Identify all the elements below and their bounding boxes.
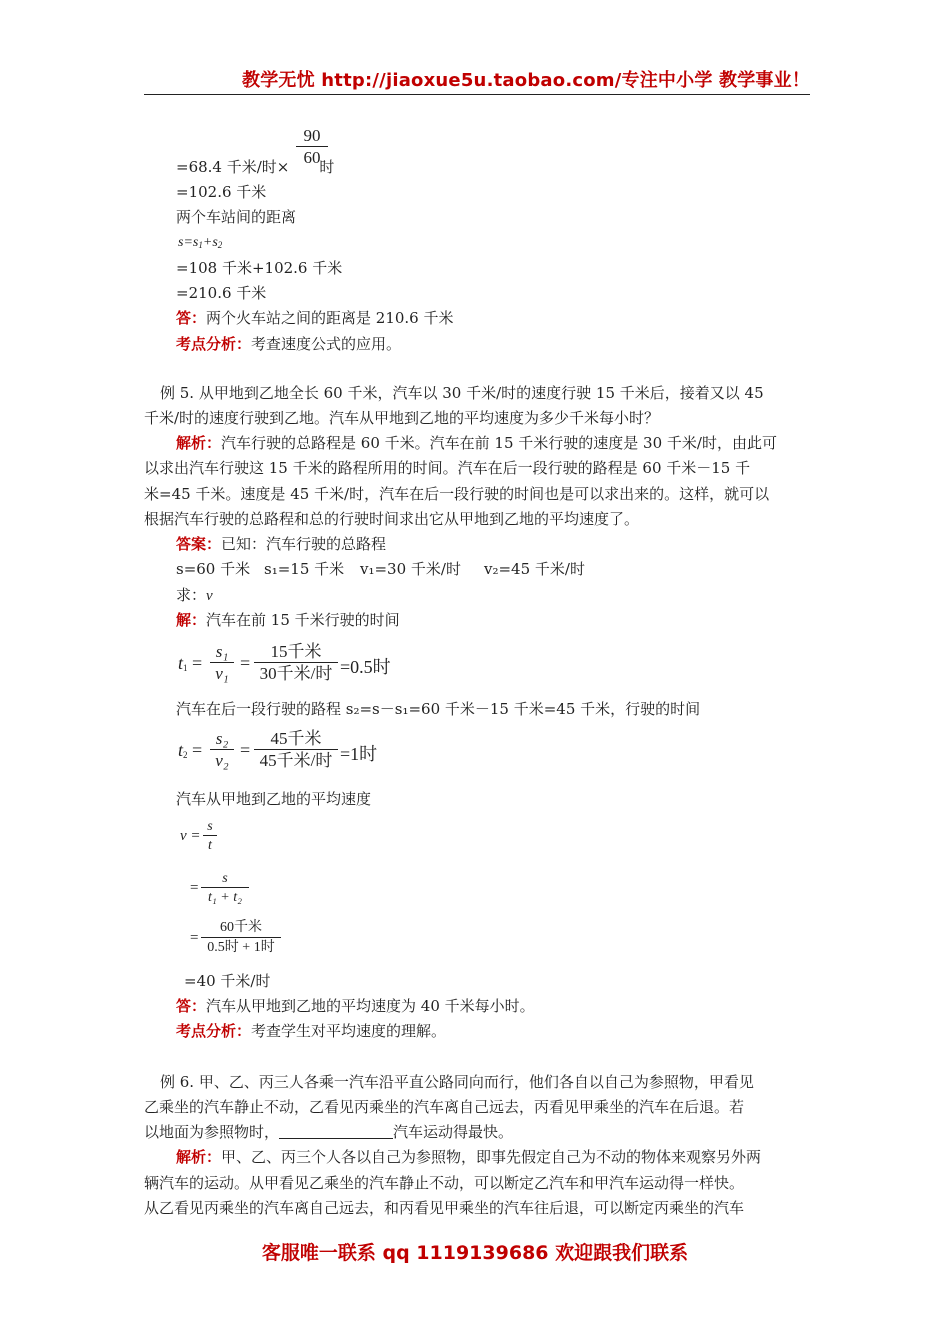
analysis-line: 考点分析：考查速度公式的应用。 [176,335,402,353]
example6-analysis: 从乙看见丙乘坐的汽车离自己远去，和丙看见甲乘坐的汽车往后退，可以断定丙乘坐的汽车 [144,1199,745,1217]
analysis-line: 考点分析：考查学生对平均速度的理解。 [176,1022,447,1040]
fraction-45-45: 45千米 45千米/时 [254,729,338,772]
example5-analysis: 米=45 千米。速度是 45 千米/时，汽车在后一段行驶的时间也是可以求出来的。这样，就可以 [144,485,770,503]
equation-result: =1时 [340,744,378,764]
equals-sign: = [240,740,251,760]
footer-contact: 客服唯一联系 qq 1119139686 欢迎跟我们联系 [261,1242,689,1264]
example5-analysis: 以求出汽车行驶这 15 千米的路程所用的时间。汽车在后一段行驶的路程是 60 千米－15 千 [144,459,751,477]
fraction-s-t: s t [203,818,217,855]
example5-question: 例 5. 从甲地到乙地全长 60 千米，汽车以 30 千米/时的速度行驶 15 千米后，接着又以 45 [160,384,764,402]
fraction-60-total: 60千米 0.5时 + 1时 [201,919,281,957]
frac-numerator: 90 [303,126,321,145]
frac-denominator: 60 [303,148,321,167]
answer-line: 答：两个火车站之间的距离是 210.6 千米 [176,309,454,327]
answer-line: 答：汽车从甲地到乙地的平均速度为 40 千米每小时。 [176,997,535,1015]
example6-question: 乙乘坐的汽车静止不动，乙看见丙乘坐的汽车离自己远去，丙看见甲乘坐的汽车在后退。若 [144,1098,745,1116]
fraction-s-t1t2: s t₁ + t₂ [201,870,249,907]
analysis-label: 考点分析： [176,1022,252,1040]
equals-sign: = [240,653,251,673]
text-line: 两个车站间的距离 [176,208,297,226]
equation-v: v = [180,828,201,844]
answer-blank [279,1124,393,1139]
example6-question: 以地面为参照物时， 汽车运动得最快。 [144,1123,514,1141]
known-values: s=60 千米 s₁=15 千米 v₁=30 千米/时 v₂=45 千米/时 [176,560,585,578]
equation-t2: $t_2$ = [178,740,203,760]
formula-line: $s=s_1+s_2$ [178,235,223,250]
calc-line: =108 千米+102.6 千米 [176,259,343,277]
analysis-label: 考点分析： [176,335,252,353]
example6-analysis: 辆汽车的运动。从甲看见乙乘坐的汽车静止不动，可以断定乙汽车和甲汽车运动得一样快。 [144,1174,745,1192]
analysis-label: 解析： [176,434,222,452]
equals-sign: = [190,930,199,946]
answer-label: 答： [176,997,207,1015]
equals-sign: = [190,880,199,896]
example5-question: 千米/时的速度行驶到乙地。汽车从甲地到乙地的平均速度为多少千米每小时？ [144,409,660,427]
example5-analysis: 解析：汽车行驶的总路程是 60 千米。汽车在前 15 千米行驶的速度是 30 千米/时，由此可 [176,434,777,452]
calc-line: =102.6 千米 [176,183,267,201]
answer-label: 答： [176,309,207,327]
fraction-s1-v1: s₁ v₁ [210,642,234,685]
analysis-label: 解析： [176,1148,222,1166]
example6-question: 例 6. 甲、乙、丙三人各乘一汽车沿平直公路同向而行，他们各自以自己为参照物，甲看见 [160,1073,754,1091]
equation-result: =0.5时 [340,657,391,677]
header-banner: 教学无忧 http://jiaoxue5u.taobao.com/专注中小学 教学事业！ [242,70,810,91]
fraction-15-30: 15千米 30千米/时 [254,642,338,685]
text-line: 汽车在后一段行驶的路程 s₂=s－s₁=60 千米－15 千米=45 千米，行驶的时间 [176,700,701,718]
header-divider [144,94,810,95]
fraction-s2-v2: s₂ v₂ [210,729,234,772]
example6-analysis: 解析：甲、乙、丙三个人各以自己为参照物，即事先假定自己为不动的物体来观察另外两 [176,1148,762,1166]
calc-line: =210.6 千米 [176,284,267,302]
unknown-line: 求：v [176,586,213,604]
example5-answer: 答案：已知：汽车行驶的总路程 [176,535,387,553]
solution-line: 解：汽车在前 15 千米行驶的时间 [176,611,400,629]
example5-analysis: 根据汽车行驶的总路程和总的行驶时间求出它从甲地到乙地的平均速度了。 [144,510,640,528]
equation-t1: $t_1$ = [178,653,203,673]
calc-line: =68.4 千米/时× 时 [176,158,335,176]
calc-line: =40 千米/时 [184,972,271,990]
answer-label: 答案： [176,535,222,553]
text-line: 汽车从甲地到乙地的平均速度 [176,790,372,808]
solution-label: 解： [176,611,207,629]
